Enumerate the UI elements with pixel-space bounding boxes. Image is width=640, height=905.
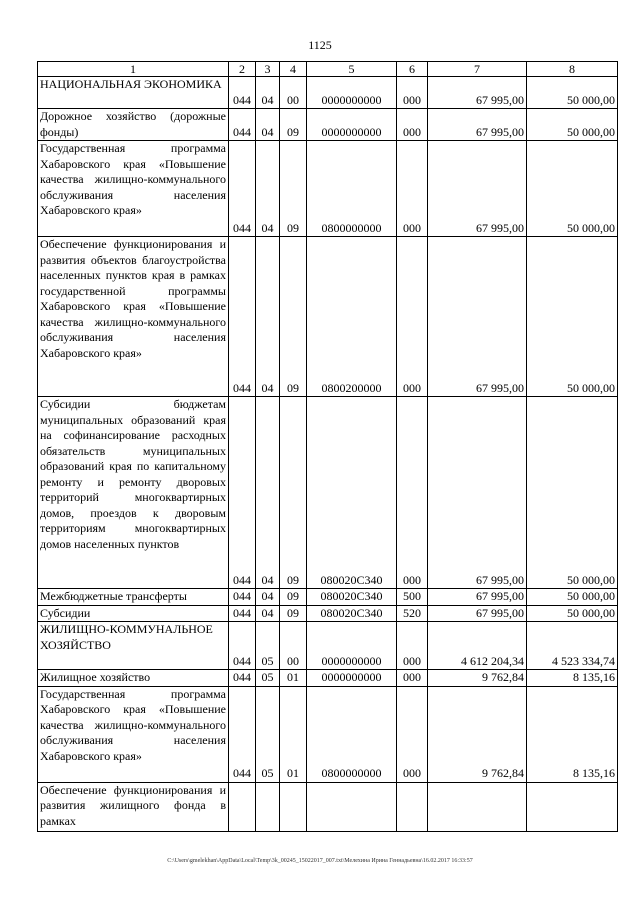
header-cell: 8: [527, 62, 618, 77]
budget-table: [37, 61, 618, 832]
row-code-ministry: 044: [229, 397, 256, 589]
row-amount-1: [428, 782, 527, 831]
row-code-expense: 000: [397, 77, 428, 109]
row-amount-1: 67 995,00: [428, 589, 527, 606]
row-amount-2: 50 000,00: [527, 397, 618, 589]
row-amount-2: 50 000,00: [527, 605, 618, 622]
row-amount-2: 50 000,00: [527, 109, 618, 141]
row-name: НАЦИОНАЛЬНАЯ ЭКОНОМИКА: [38, 77, 229, 109]
row-code-target: 0000000000: [307, 670, 397, 687]
header-cell: 3: [256, 62, 280, 77]
row-code-section: 05: [256, 622, 280, 670]
row-amount-2: 50 000,00: [527, 77, 618, 109]
file-path-footer: C:\Users\gmelekhan\AppData\Local\Temp\3k_00245_15022017_007.txt\Мелехина Ирина Геннадьевна\16.02.2017 16:33:57: [167, 858, 473, 864]
row-code-target: 0800000000: [307, 686, 397, 782]
header-cell: 5: [307, 62, 397, 77]
row-amount-2: 8 135,16: [527, 670, 618, 687]
row-code-section: 04: [256, 109, 280, 141]
row-code-target: 080020С340: [307, 397, 397, 589]
row-code-section: 04: [256, 141, 280, 237]
row-amount-1: 67 995,00: [428, 397, 527, 589]
table-row: [38, 782, 618, 831]
row-amount-2: 50 000,00: [527, 589, 618, 606]
row-code-ministry: 044: [229, 109, 256, 141]
row-name: Межбюджетные трансферты: [38, 589, 229, 606]
row-code-ministry: 044: [229, 605, 256, 622]
header-cell: 2: [229, 62, 256, 77]
row-code-ministry: [229, 782, 256, 831]
row-code-subsection: 00: [280, 77, 307, 109]
row-name: Государственная программа Хабаровского края «Повышение качества жилищно-коммунального обслуживания населения Хабаровского края»: [38, 686, 229, 782]
row-code-ministry: 044: [229, 237, 256, 397]
row-code-subsection: 09: [280, 237, 307, 397]
row-code-ministry: 044: [229, 141, 256, 237]
row-code-subsection: 00: [280, 622, 307, 670]
row-code-expense: 000: [397, 141, 428, 237]
row-code-target: 080020С340: [307, 605, 397, 622]
row-code-target: 0800200000: [307, 237, 397, 397]
header-cell: 4: [280, 62, 307, 77]
row-amount-1: 67 995,00: [428, 109, 527, 141]
row-code-subsection: 09: [280, 605, 307, 622]
table-row: [38, 77, 618, 109]
row-amount-1: 67 995,00: [428, 141, 527, 237]
row-amount-1: 67 995,00: [428, 605, 527, 622]
row-code-section: 04: [256, 237, 280, 397]
row-amount-2: 4 523 334,74: [527, 622, 618, 670]
row-code-expense: 000: [397, 397, 428, 589]
table-row: [38, 397, 618, 589]
row-code-target: 080020С340: [307, 589, 397, 606]
row-code-section: 04: [256, 589, 280, 606]
table-row: [38, 141, 618, 237]
row-code-ministry: 044: [229, 77, 256, 109]
row-code-expense: 000: [397, 686, 428, 782]
row-code-ministry: 044: [229, 670, 256, 687]
row-code-subsection: 09: [280, 589, 307, 606]
row-name: Субсидии: [38, 605, 229, 622]
row-code-subsection: 09: [280, 141, 307, 237]
row-code-expense: 000: [397, 109, 428, 141]
page-number: 1125: [308, 38, 332, 52]
row-code-target: 0000000000: [307, 77, 397, 109]
header-cell: 1: [38, 62, 229, 77]
row-amount-1: 4 612 204,34: [428, 622, 527, 670]
row-amount-1: 67 995,00: [428, 237, 527, 397]
row-code-expense: 000: [397, 670, 428, 687]
row-code-subsection: [280, 782, 307, 831]
row-code-section: [256, 782, 280, 831]
header-cell: 6: [397, 62, 428, 77]
row-code-target: 0000000000: [307, 109, 397, 141]
row-code-expense: 500: [397, 589, 428, 606]
row-amount-1: 9 762,84: [428, 670, 527, 687]
row-code-section: 05: [256, 670, 280, 687]
row-code-target: 0000000000: [307, 622, 397, 670]
row-code-expense: 520: [397, 605, 428, 622]
row-code-subsection: 01: [280, 670, 307, 687]
table-row: [38, 686, 618, 782]
table-header-row: [38, 62, 618, 77]
table-row: [38, 237, 618, 397]
header-cell: 7: [428, 62, 527, 77]
row-amount-2: [527, 782, 618, 831]
row-code-section: 05: [256, 686, 280, 782]
table-row: [38, 589, 618, 606]
row-name: Обеспечение функционирования и развития жилищного фонда в рамках: [38, 782, 229, 831]
row-name: Дорожное хозяйство (дорожные фонды): [38, 109, 229, 141]
table-row: [38, 622, 618, 670]
row-amount-1: 67 995,00: [428, 77, 527, 109]
row-code-ministry: 044: [229, 589, 256, 606]
row-code-subsection: 09: [280, 397, 307, 589]
row-name: ЖИЛИЩНО-КОММУНАЛЬНОЕ ХОЗЯЙСТВО: [38, 622, 229, 670]
table-row: [38, 670, 618, 687]
row-code-subsection: 01: [280, 686, 307, 782]
row-code-section: 04: [256, 77, 280, 109]
row-code-section: 04: [256, 605, 280, 622]
row-code-expense: 000: [397, 237, 428, 397]
row-amount-2: 50 000,00: [527, 141, 618, 237]
row-name: Жилищное хозяйство: [38, 670, 229, 687]
row-code-target: [307, 782, 397, 831]
row-amount-1: 9 762,84: [428, 686, 527, 782]
row-amount-2: 8 135,16: [527, 686, 618, 782]
table-row: [38, 605, 618, 622]
row-code-target: 0800000000: [307, 141, 397, 237]
table-row: [38, 109, 618, 141]
row-name: Субсидии бюджетам муниципальных образований края на софинансирование расходных обязательств муниципальных образований края по капитальному ремонту и ремонту дворовых территорий многоквартирных домов, проездов к дворовым территориям многоквартирных домов населенных пунктов: [38, 397, 229, 589]
row-code-expense: 000: [397, 622, 428, 670]
row-code-section: 04: [256, 397, 280, 589]
row-amount-2: 50 000,00: [527, 237, 618, 397]
row-code-ministry: 044: [229, 686, 256, 782]
row-code-expense: [397, 782, 428, 831]
row-code-subsection: 09: [280, 109, 307, 141]
row-code-ministry: 044: [229, 622, 256, 670]
row-name: Государственная программа Хабаровского края «Повышение качества жилищно-коммунального обслуживания населения Хабаровского края»: [38, 141, 229, 237]
row-name: Обеспечение функционирования и развития объектов благоустройства населенных пунктов края в рамках государственной программы Хабаровского края «Повышение качества жилищно-коммунального обслуживания населения Хабаровского края»: [38, 237, 229, 397]
